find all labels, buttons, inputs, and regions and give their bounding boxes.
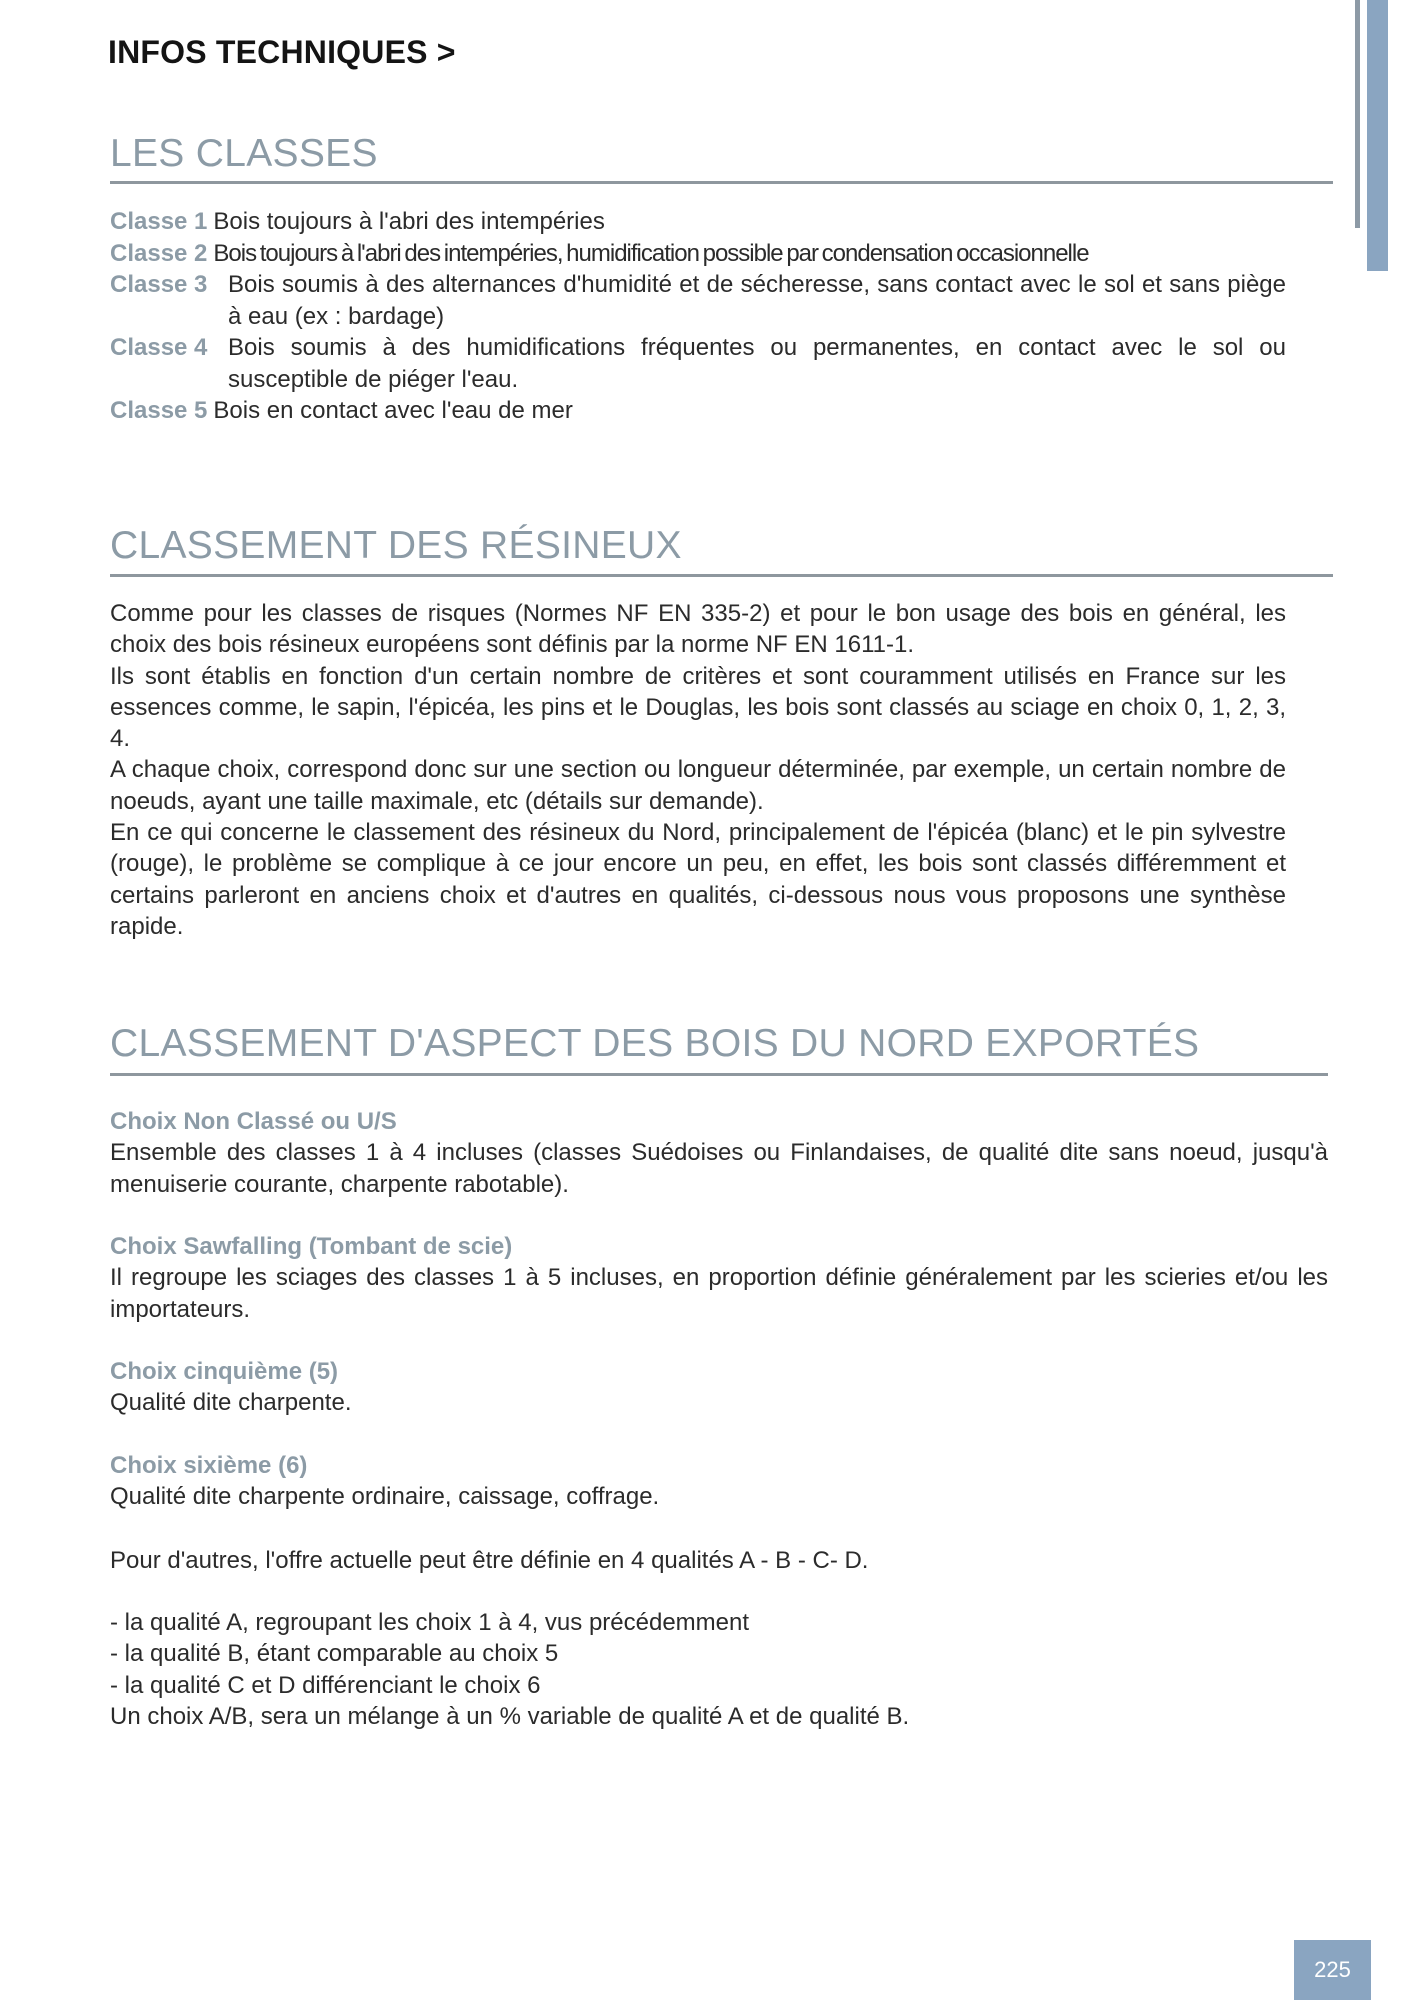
section-title-classes: LES CLASSES: [110, 132, 378, 175]
paragraph: Ils sont établis en fonction d'un certain nombre de critères et sont couramment utilisés en France sur les essences comme, le sapin, l'épicéa, les pins et le Douglas, les bois sont classés au sciage en choix 0, 1, 2, 3, 4.: [110, 662, 1286, 753]
list-item: - la qualité A, regroupant les choix 1 à 4, vus précédemment: [110, 1609, 750, 1636]
section-divider: [110, 181, 1333, 184]
paragraph: A chaque choix, correspond donc sur une section ou longueur déterminée, par exemple, un certain nombre de noeuds, ayant une taille maximale, etc (détails sur demande).: [110, 756, 1286, 815]
section-title-aspect: CLASSEMENT D'ASPECT DES BOIS DU NORD EXPORTÉS: [110, 1022, 1200, 1065]
class-label: Classe 3: [110, 271, 208, 298]
choice-sixieme: [110, 1450, 1328, 1513]
decorative-vertical-rule: [1355, 0, 1360, 228]
class-description: Bois toujours à l'abri des intempéries, humidification possible par condensation occasionnelle: [213, 239, 1089, 267]
section-title-resineux: CLASSEMENT DES RÉSINEUX: [110, 524, 682, 567]
qualities-list: [110, 1607, 1328, 1732]
class-label: Classe 5: [110, 397, 208, 424]
classes-list: [110, 206, 1286, 427]
class-description: Bois soumis à des humidifications fréquentes ou permanentes, en contact avec le sol ou susceptible de piéger l'eau.: [228, 334, 1286, 393]
choice-description: Qualité dite charpente.: [110, 1389, 352, 1417]
list-item: - la qualité C et D différenciant le choix 6: [110, 1671, 541, 1699]
class-item-1: [110, 206, 1286, 238]
choice-cinquieme: [110, 1356, 1328, 1419]
section-divider: [110, 574, 1333, 577]
class-description: Bois soumis à des alternances d'humidité et de sécheresse, sans contact avec le sol et sans piège à eau (ex : bardage): [228, 271, 1286, 330]
class-item-2: [110, 238, 1286, 270]
class-description: Bois en contact avec l'eau de mer: [213, 397, 573, 424]
class-item-3: [110, 269, 1286, 332]
paragraph: Comme pour les classes de risques (Normes NF EN 335-2) et pour le bon usage des bois en général, les choix des bois résineux européens sont définis par la norme NF EN 1611-1.: [110, 600, 1286, 659]
list-item: - la qualité B, étant comparable au choix 5: [110, 1640, 559, 1668]
choice-sawfalling: [110, 1231, 1328, 1325]
choice-non-classe: [110, 1106, 1328, 1200]
choice-description: Il regroupe les sciages des classes 1 à 5 incluses, en proportion définie généralement par les scieries et/ou les importateurs.: [110, 1264, 1328, 1323]
page-header: INFOS TECHNIQUES >: [108, 34, 456, 70]
choice-title: Choix cinquième (5): [110, 1358, 339, 1385]
page-number: 225: [1294, 1940, 1371, 2000]
class-label: Classe 1: [110, 208, 208, 235]
resineux-body: [110, 598, 1286, 942]
intro-text: Pour d'autres, l'offre actuelle peut être définie en 4 qualités A - B - C- D.: [110, 1547, 869, 1574]
class-label: Classe 2: [110, 239, 208, 267]
qualities-intro: [110, 1545, 1328, 1576]
choice-title: Choix Sawfalling (Tombant de scie): [110, 1233, 513, 1260]
class-item-4: [110, 332, 1286, 395]
choice-description: Qualité dite charpente ordinaire, caissage, coffrage.: [110, 1483, 660, 1511]
section-divider: [110, 1073, 1328, 1076]
choice-title: Choix sixième (6): [110, 1452, 308, 1479]
class-description: Bois toujours à l'abri des intempéries: [213, 208, 605, 235]
conclusion-text: Un choix A/B, sera un mélange à un % variable de qualité A et de qualité B.: [110, 1702, 910, 1730]
class-label: Classe 4: [110, 334, 208, 361]
decorative-accent-bar: [1367, 0, 1388, 271]
paragraph: En ce qui concerne le classement des résineux du Nord, principalement de l'épicéa (blanc) et le pin sylvestre (rouge), le problème se complique à ce jour encore un peu, en effet, les bois sont classés différemment et certains parleront en anciens choix et d'autres en qualités, ci-dessous nous vous proposons une synthèse rapide.: [110, 819, 1286, 940]
choice-description: Ensemble des classes 1 à 4 incluses (classes Suédoises ou Finlandaises, de qualité dite sans noeud, jusqu'à menuiserie courante, charpente rabotable).: [110, 1139, 1328, 1198]
class-item-5: [110, 395, 1286, 427]
choice-title: Choix Non Classé ou U/S: [110, 1108, 397, 1135]
